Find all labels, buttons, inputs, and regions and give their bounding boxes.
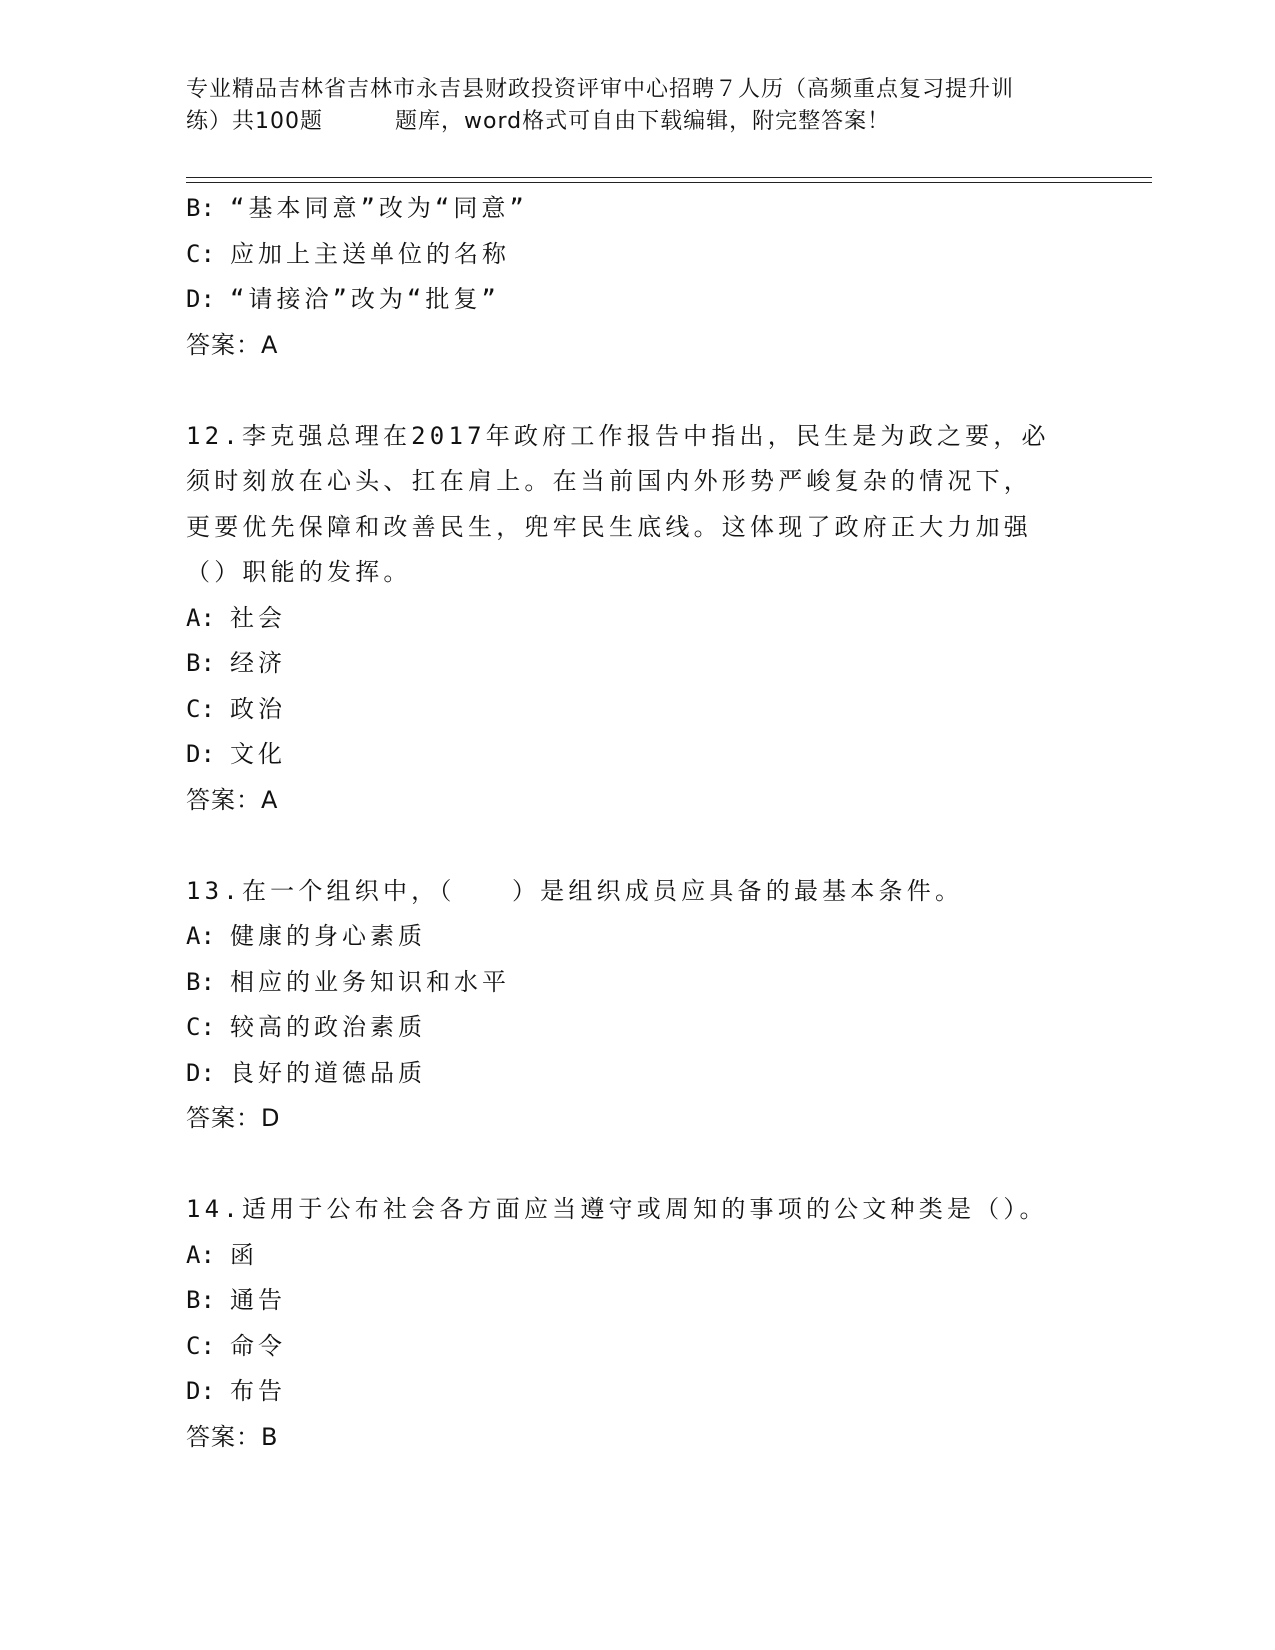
answer-line: 答案：D (186, 1104, 281, 1132)
option-text: 经济 (230, 649, 286, 677)
option-letter: C: (186, 694, 215, 723)
option-a (186, 596, 1086, 642)
option-d (186, 277, 1086, 323)
question-12 (186, 414, 1086, 824)
document-content (186, 186, 1086, 1460)
option-c (186, 1005, 1086, 1051)
option-letter: B: (186, 194, 215, 222)
option-d (186, 732, 1086, 778)
header-line-2 (186, 106, 1086, 138)
header-rule-top (186, 177, 1152, 178)
option-b (186, 641, 1086, 687)
option-letter: A: (186, 603, 215, 632)
option-text: 相应的业务知识和水平 (230, 967, 510, 996)
option-letter: D: (186, 1377, 215, 1405)
option-letter: D: (186, 285, 215, 313)
option-b (186, 960, 1086, 1006)
question-text-line: 14.适用于公布社会各方面应当遵守或周知的事项的公文种类是（）。 (186, 1195, 1048, 1223)
answer-line: 答案：B (186, 1422, 279, 1451)
option-d (186, 1051, 1086, 1097)
option-b (186, 1278, 1086, 1324)
option-letter: A: (186, 922, 215, 950)
option-text: 政治 (230, 694, 286, 723)
option-c (186, 232, 1086, 278)
header-line-2-part-2: 题库，word格式可自由下载编辑，附完整答案！ (395, 109, 891, 134)
header-rule-bottom (186, 182, 1152, 183)
option-letter: C: (186, 1331, 215, 1360)
option-text: 命令 (230, 1331, 286, 1360)
option-text: “基本同意”改为“同意” (230, 194, 528, 222)
option-letter: B: (186, 1286, 215, 1314)
option-text: 应加上主送单位的名称 (230, 239, 510, 268)
option-letter: B: (186, 649, 215, 677)
option-c (186, 687, 1086, 733)
option-letter: D: (186, 1058, 215, 1087)
question-text-line: 13.在一个组织中，（ ）是组织成员应具备的最基本条件。 (186, 876, 964, 905)
question-13 (186, 869, 1086, 1142)
option-a (186, 1233, 1086, 1279)
header-line-2-part-1: 练）共100题 (186, 109, 323, 134)
question-text-line: 须时刻放在心头、扛在肩上。在当前国内外形势严峻复杂的情况下， (186, 467, 1032, 495)
question-text-line: 更要优先保障和改善民生，兜牢民生底线。这体现了政府正大力加强 (186, 512, 1032, 541)
option-text: 通告 (230, 1286, 286, 1314)
question-text-line: （）职能的发挥。 (186, 558, 412, 586)
option-d (186, 1369, 1086, 1415)
prev-question-block (186, 186, 1086, 368)
option-text: 函 (230, 1240, 258, 1269)
header-line-1: 专业精品吉林省吉林市永吉县财政投资评审中心招聘７人历（高频重点复习提升训 (186, 77, 1015, 102)
option-letter: C: (186, 1013, 215, 1041)
document-header (186, 74, 1086, 138)
answer-line: 答案：A (186, 330, 279, 359)
option-text: 文化 (230, 740, 286, 768)
option-text: 社会 (230, 603, 286, 632)
option-text: 健康的身心素质 (230, 922, 426, 950)
option-a (186, 914, 1086, 960)
option-text: “请接洽”改为“批复” (230, 285, 500, 313)
option-letter: C: (186, 239, 215, 268)
option-text: 布告 (230, 1377, 286, 1405)
option-b (186, 186, 1086, 232)
option-letter: A: (186, 1240, 215, 1269)
option-text: 良好的道德品质 (230, 1058, 426, 1087)
question-14 (186, 1187, 1086, 1460)
question-text-line: 12.李克强总理在2017年政府工作报告中指出，民生是为政之要，必 (186, 421, 1050, 450)
option-text: 较高的政治素质 (230, 1013, 426, 1041)
option-letter: B: (186, 967, 215, 996)
option-c (186, 1324, 1086, 1370)
answer-line: 答案：A (186, 785, 279, 814)
option-letter: D: (186, 740, 215, 768)
